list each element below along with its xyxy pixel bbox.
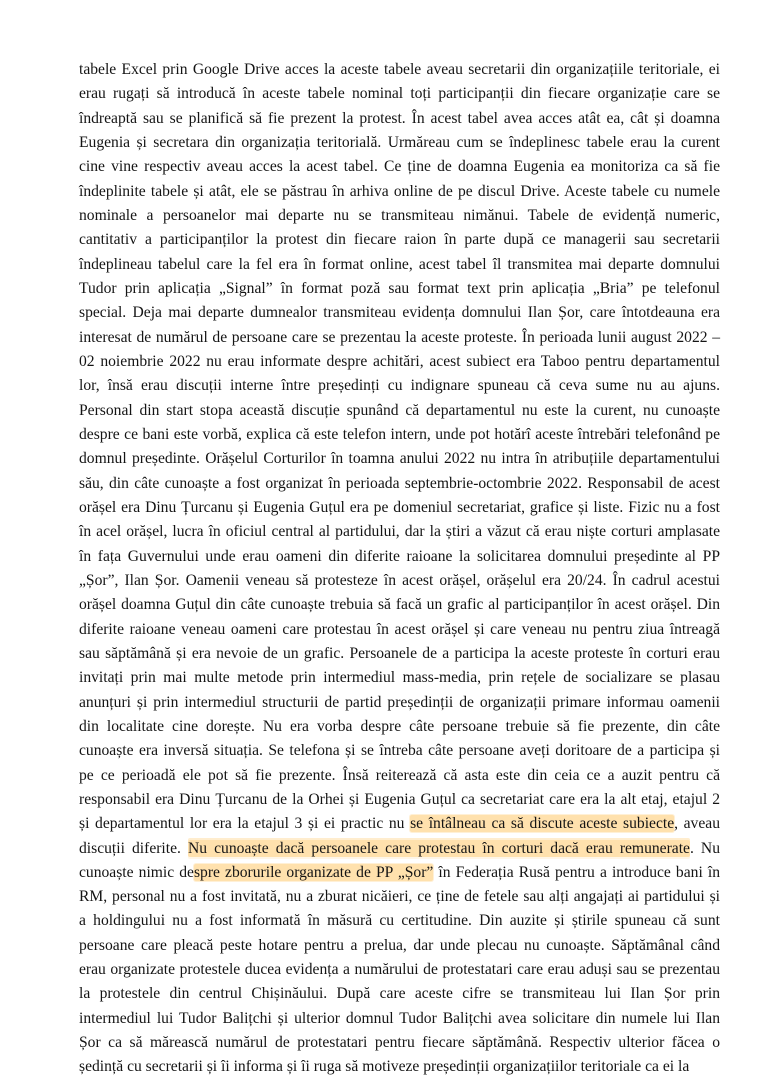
highlight-mark: Nu cunoaște dacă persoanele care protestau în corturi dacă erau remunerate: [188, 839, 690, 857]
text-line: Personal din start stopa această discuție spunând că departamentul nu este la curent, nu cunoaște: [79, 401, 720, 419]
text-line: persoane care pleacă peste hotare pentru a prelua, dar unde plecau nu cunoaște. Săptămânal când: [79, 936, 720, 954]
text-line: cantitativ a participanților la protest din fiecare raion în parte după ce managerii sau secretarii: [79, 231, 720, 249]
text-line: anunțuri și prin intermediul structurii de partid președinții de organizații primare informau oamenii: [79, 693, 720, 711]
text-line: îndreaptă sau se planifică să fie prezent la protest. În acest tabel avea acces atât ea, cât și doamna: [79, 109, 720, 127]
text-line: orășel era Dinu Țurcanu și Eugenia Guțul era pe domeniul secretariat, grafice și liste. Fizic nu a fost: [79, 498, 720, 516]
text-line: Șor ca să mărească numărul de protestatari pentru fiecare săptămână. Respectiv ulterior făcea o: [79, 1034, 720, 1052]
highlight-mark: se întâlneau ca să discute aceste subiecte: [410, 815, 675, 833]
text-line: RM, personal nu a fost invitată, nu a zburat nicăieri, ce ține de fetele sau alți angajați ai partidului și: [79, 888, 720, 906]
text-line: îndeplinite tabele și atât, ele se păstrau în arhiva online de pe discul Drive. Aceste tabele cu numele: [79, 182, 720, 200]
text-line: erau rugați să introducă în aceste tabele nominal toți participanții din fiecare organizație care se: [79, 85, 720, 103]
text-line: sau săptămână și era nevoie de un grafic. Persoanele de a participa la aceste proteste în corturi erau: [79, 644, 720, 662]
text-line: Eugenia și secretara din organizația teritorială. Urmăreau cum se îndeplinesc tabele erau la curent: [79, 133, 720, 151]
text-line: intermediul lui Tudor Balițchi și ulterior domnul Tudor Balițchi avea solicitare din numele lui Ilan: [79, 1009, 720, 1027]
text-segment: cunoaște nimic de: [79, 863, 194, 881]
text-line-highlighted: [79, 861, 720, 885]
document-page: [79, 58, 720, 1080]
text-line: în acel orășel, lucra în oficiul central al partidului, dar la știri a văzut că erau niște corturi amplasate: [79, 523, 720, 541]
text-line: invitați prin mai multe metode prin intermediul mass-media, prin rețele de socializare se plasau: [79, 669, 720, 687]
text-line: în fața Guvernului unde erau oameni din diferite raioane la solicitarea domnului președinte al PP: [79, 547, 720, 565]
text-segment: și departamentul lor era la etajul 3 și ei practic nu: [79, 815, 411, 833]
highlight-mark: spre zborurile organizate de PP „Șor”: [193, 863, 434, 881]
text-line: din localitate cine dorește. Nu era vorba despre câte persoane trebuie să fie prezente, din câte: [79, 717, 720, 735]
text-line: domnul președinte. Orășelul Corturilor în toamna anului 2022 nu intra în atribuțiile departamentului: [79, 450, 720, 468]
text-line: ședință cu secretarii și îi informa și îi ruga să motiveze președinții organizațiilor teritoriale ca ei la: [79, 1058, 690, 1076]
text-line: erau organizate protestele ducea evidența a numărului de protestatari care erau aduși sau se prezentau: [79, 961, 720, 979]
text-line: pe ce perioadă ele pot să fie prezente. Însă reiterează că asta este din ceia ce a auzit pentru că: [79, 766, 720, 784]
text-line: orășel doamna Guțul din câte cunoaște trebuia să facă un grafic al participanților în acest orășel. Din: [79, 596, 720, 614]
text-line: diferite raioane veneau oameni care protestau în acest orășel și care veneau nu pentru ziua întreagă: [79, 620, 720, 638]
text-line: despre ce bani este vorbă, explica că este telefon intern, unde pot hotărî aceste întrebări telefonând pe: [79, 425, 720, 443]
text-line: „Șor”, Ilan Șor. Oamenii veneau să protesteze în acest orășel, orășelul era 20/24. În cadrul acestui: [79, 571, 720, 589]
text-line-highlighted: [79, 812, 720, 836]
text-line: interesat de numărul de persoane care se prezentau la aceste proteste. În perioada lunii august 2022 –: [79, 328, 720, 346]
text-line: a holdingului nu a fost informată în măsură cu certitudine. Din auzite și știrile spuneau că sunt: [79, 912, 720, 930]
text-line: cine vine respectiv aveau acces la acest tabel. Ce ține de doamna Eugenia ea monitoriza ca să fie: [79, 158, 720, 176]
text-segment: , aveau: [674, 815, 720, 833]
text-line: îndeplineau tabelul care la fel era în format online, acest tabel îl transmitea mai departe domnului: [79, 255, 720, 273]
text-line: tabele Excel prin Google Drive acces la aceste tabele aveau secretarii din organizațiile teritoriale, ei: [79, 61, 720, 78]
text-line: său, din câte cunoaște a fost organizat în perioada septembrie-octombrie 2022. Responsabil de acest: [79, 474, 720, 492]
text-line: nominale a persoanelor mai departe nu se transmiteau nimănui. Tabele de evidență numeric,: [79, 206, 720, 224]
text-line: Tudor prin aplicația „Signal” în format poză sau format text prin aplicația „Bria” pe telefonul: [79, 279, 720, 297]
text-line: lor, însă erau discuții interne între președinți cu indignare spuneau că ceva sume nu au ajuns.: [79, 377, 720, 395]
text-line: responsabil era Dinu Țurcanu de la Orhei și Eugenia Guțul ca secretariat care era la alt etaj, etajul 2: [79, 790, 720, 808]
text-line: special. Deja mai departe dumnealor transmiteau evidența domnului Ilan Șor, care întotdeauna era: [79, 304, 720, 322]
text-line-highlighted: [79, 837, 720, 861]
text-segment: în Federația Rusă pentru a introduce bani în: [433, 863, 720, 881]
text-segment: discuții diferite.: [79, 839, 188, 857]
text-line: 02 noiembrie 2022 nu erau informate despre achitări, acest subiect era Taboo pentru departamentul: [79, 352, 720, 370]
text-segment: . Nu: [689, 839, 720, 857]
text-line: cunoaște era inversă situația. Se telefona și se întreba câte persoane aveți doritoare de a participa și: [79, 742, 720, 760]
text-line: la protestele din centrul Chișinăului. După care aceste cifre se transmiteau lui Ilan Șor prin: [79, 985, 720, 1003]
